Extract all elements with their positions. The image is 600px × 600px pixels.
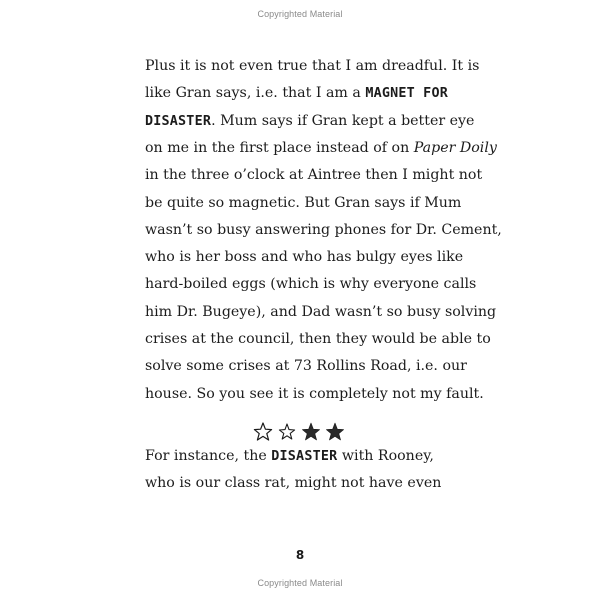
text-run: . Mum says if Gran kept a better eye [211,112,475,129]
text-run: him Dr. Bugeye), and Dad wasn’t so busy solving [145,303,497,320]
copyright-notice-bottom: Copyrighted Material [257,578,343,588]
text-line [145,85,448,101]
emphasis-caps: DISASTER [271,449,338,464]
text-run: For instance, the [145,448,272,464]
star-icon [326,423,343,440]
text-line [145,113,474,129]
text-line [145,331,491,347]
emphasis-caps: MAGNET FOR [365,86,448,102]
text-line [145,249,463,265]
text-line [145,167,482,183]
text-run: house. So you see it is completely not my fault. [145,385,484,402]
star-divider-icon [250,419,350,445]
page-number: 8 [295,548,305,562]
text-line [145,58,479,74]
text-run: like Gran says, i.e. that I am a [145,85,366,102]
text-run: in the three o’clock at Aintree then I might not [145,167,483,184]
text-run: with Rooney, [337,448,434,464]
text-run: hard-boiled eggs (which is why everyone calls [145,276,477,293]
text-line [145,140,497,156]
text-run: Plus it is not even true that I am dreadful. It is [145,58,480,74]
title-italic: Paper Doily [413,139,497,156]
section-break-stars [250,419,350,445]
text-run: crises at the council, then they would be able to [145,331,491,347]
star-icon [302,423,319,440]
text-run: on me in the first place instead of on [145,139,414,156]
star-icon [279,424,294,439]
text-line [145,448,434,464]
text-line [145,358,467,374]
text-line [145,276,476,292]
text-line [145,475,441,491]
star-icon [254,423,271,440]
text-line [145,386,484,402]
text-run: who is her boss and who has bulgy eyes like [145,249,464,266]
copyright-notice-top: Copyrighted Material [257,9,343,19]
text-run: wasn’t so busy answering phones for Dr. Cement, [145,221,502,238]
text-run: solve some crises at 73 Rollins Road, i.e. our [145,358,467,375]
emphasis-caps: DISASTER [145,113,212,129]
text-run: be quite so magnetic. But Gran says if Mum [145,194,462,211]
text-line [145,195,461,211]
text-run: who is our class rat, might not have even [145,475,442,492]
text-line [145,222,502,238]
text-line [145,304,496,320]
